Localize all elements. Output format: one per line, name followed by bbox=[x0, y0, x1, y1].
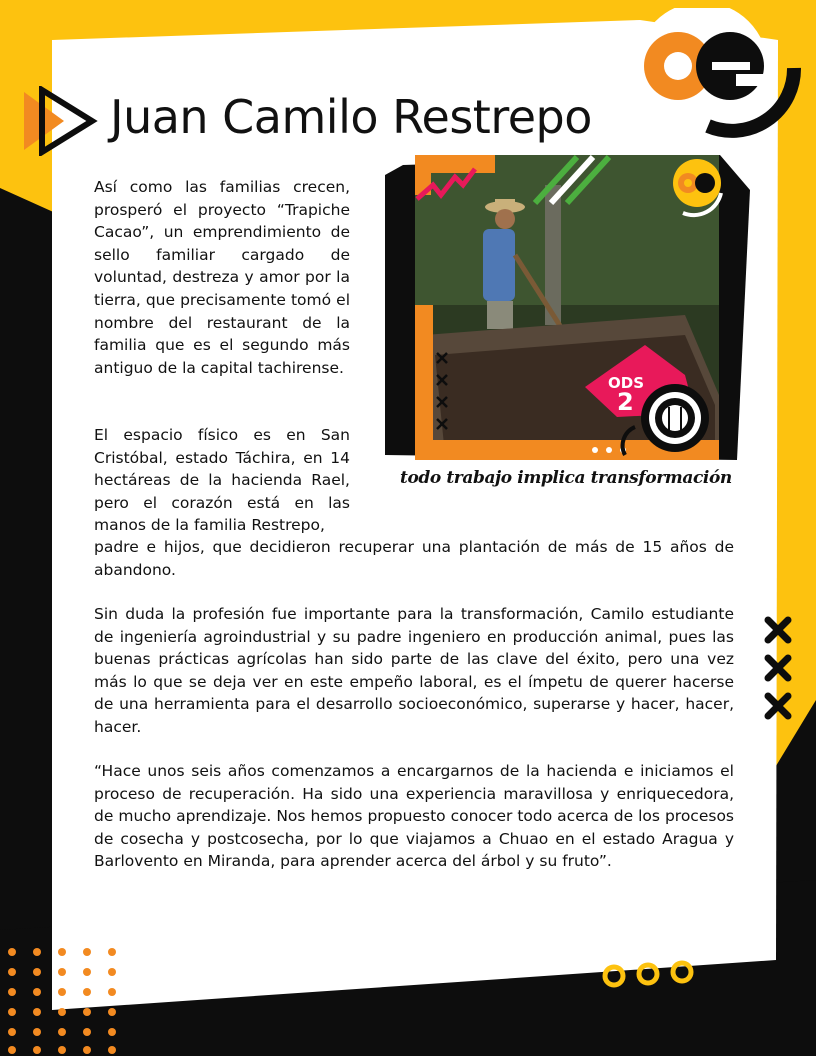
play-arrow-icon bbox=[24, 86, 98, 156]
paragraph-3: Sin duda la profesión fue importante para la transformación, Camilo estudiante de ingeniería agroindustrial y su padre ingeniero en producción animal, pues las buenas prácticas agrícolas han sido parte de las clave del éxito, pero una vez más lo que se deja ver en este empeño laboral, es el ímpetu de querer hacerse de una herramienta para el desarrollo socioeconómico, superarse y hacer, hacer, hacer. bbox=[94, 605, 734, 736]
ods-badge-number: 2 bbox=[617, 388, 634, 416]
rings-decoration bbox=[596, 956, 700, 992]
paragraph-1: Así como las familias crecen, prosperó el proyecto “Trapiche Cacao”, un emprendimiento de sello familiar cargado de voluntad, destreza y amor por la tierra, que precisamente tomó el nombre del restaurant de la familia que es el segundo más antiguo de la capital tachirense. bbox=[94, 178, 350, 377]
dot-grid-decoration bbox=[0, 940, 130, 1056]
oe-logo bbox=[618, 8, 808, 158]
paragraph-4-quote: “Hace unos seis años comenzamos a encargarnos de la hacienda e iniciamos el proceso de recuperación. Ha sido una experiencia maravillosa y enriquecedora, de mucho aprendizaje. Nos hemos propuesto conocer todo acerca de los procesos de cosecha y postcosecha, por lo que viajamos a Chuao en el estado Aragua y Barlovento en Miranda, para aprender acerca del árbol y su fruto”. bbox=[94, 762, 734, 871]
paragraph-2-continued: padre e hijos, que decidieron recuperar una plantación de más de 15 años de abandono. bbox=[94, 538, 734, 579]
photo-caption: todo trabajo implica transformación bbox=[400, 468, 732, 488]
paragraph-2: El espacio físico es en San Cristóbal, estado Táchira, en 14 hectáreas de la hacienda Rael, pero el corazón está en las manos de la familia Restrepo, bbox=[94, 426, 350, 535]
farm-photo bbox=[385, 155, 750, 467]
page-title: Juan Camilo Restrepo bbox=[110, 90, 592, 144]
ods-badge-label: ODS bbox=[608, 374, 645, 392]
x-marks-decoration bbox=[762, 612, 796, 724]
